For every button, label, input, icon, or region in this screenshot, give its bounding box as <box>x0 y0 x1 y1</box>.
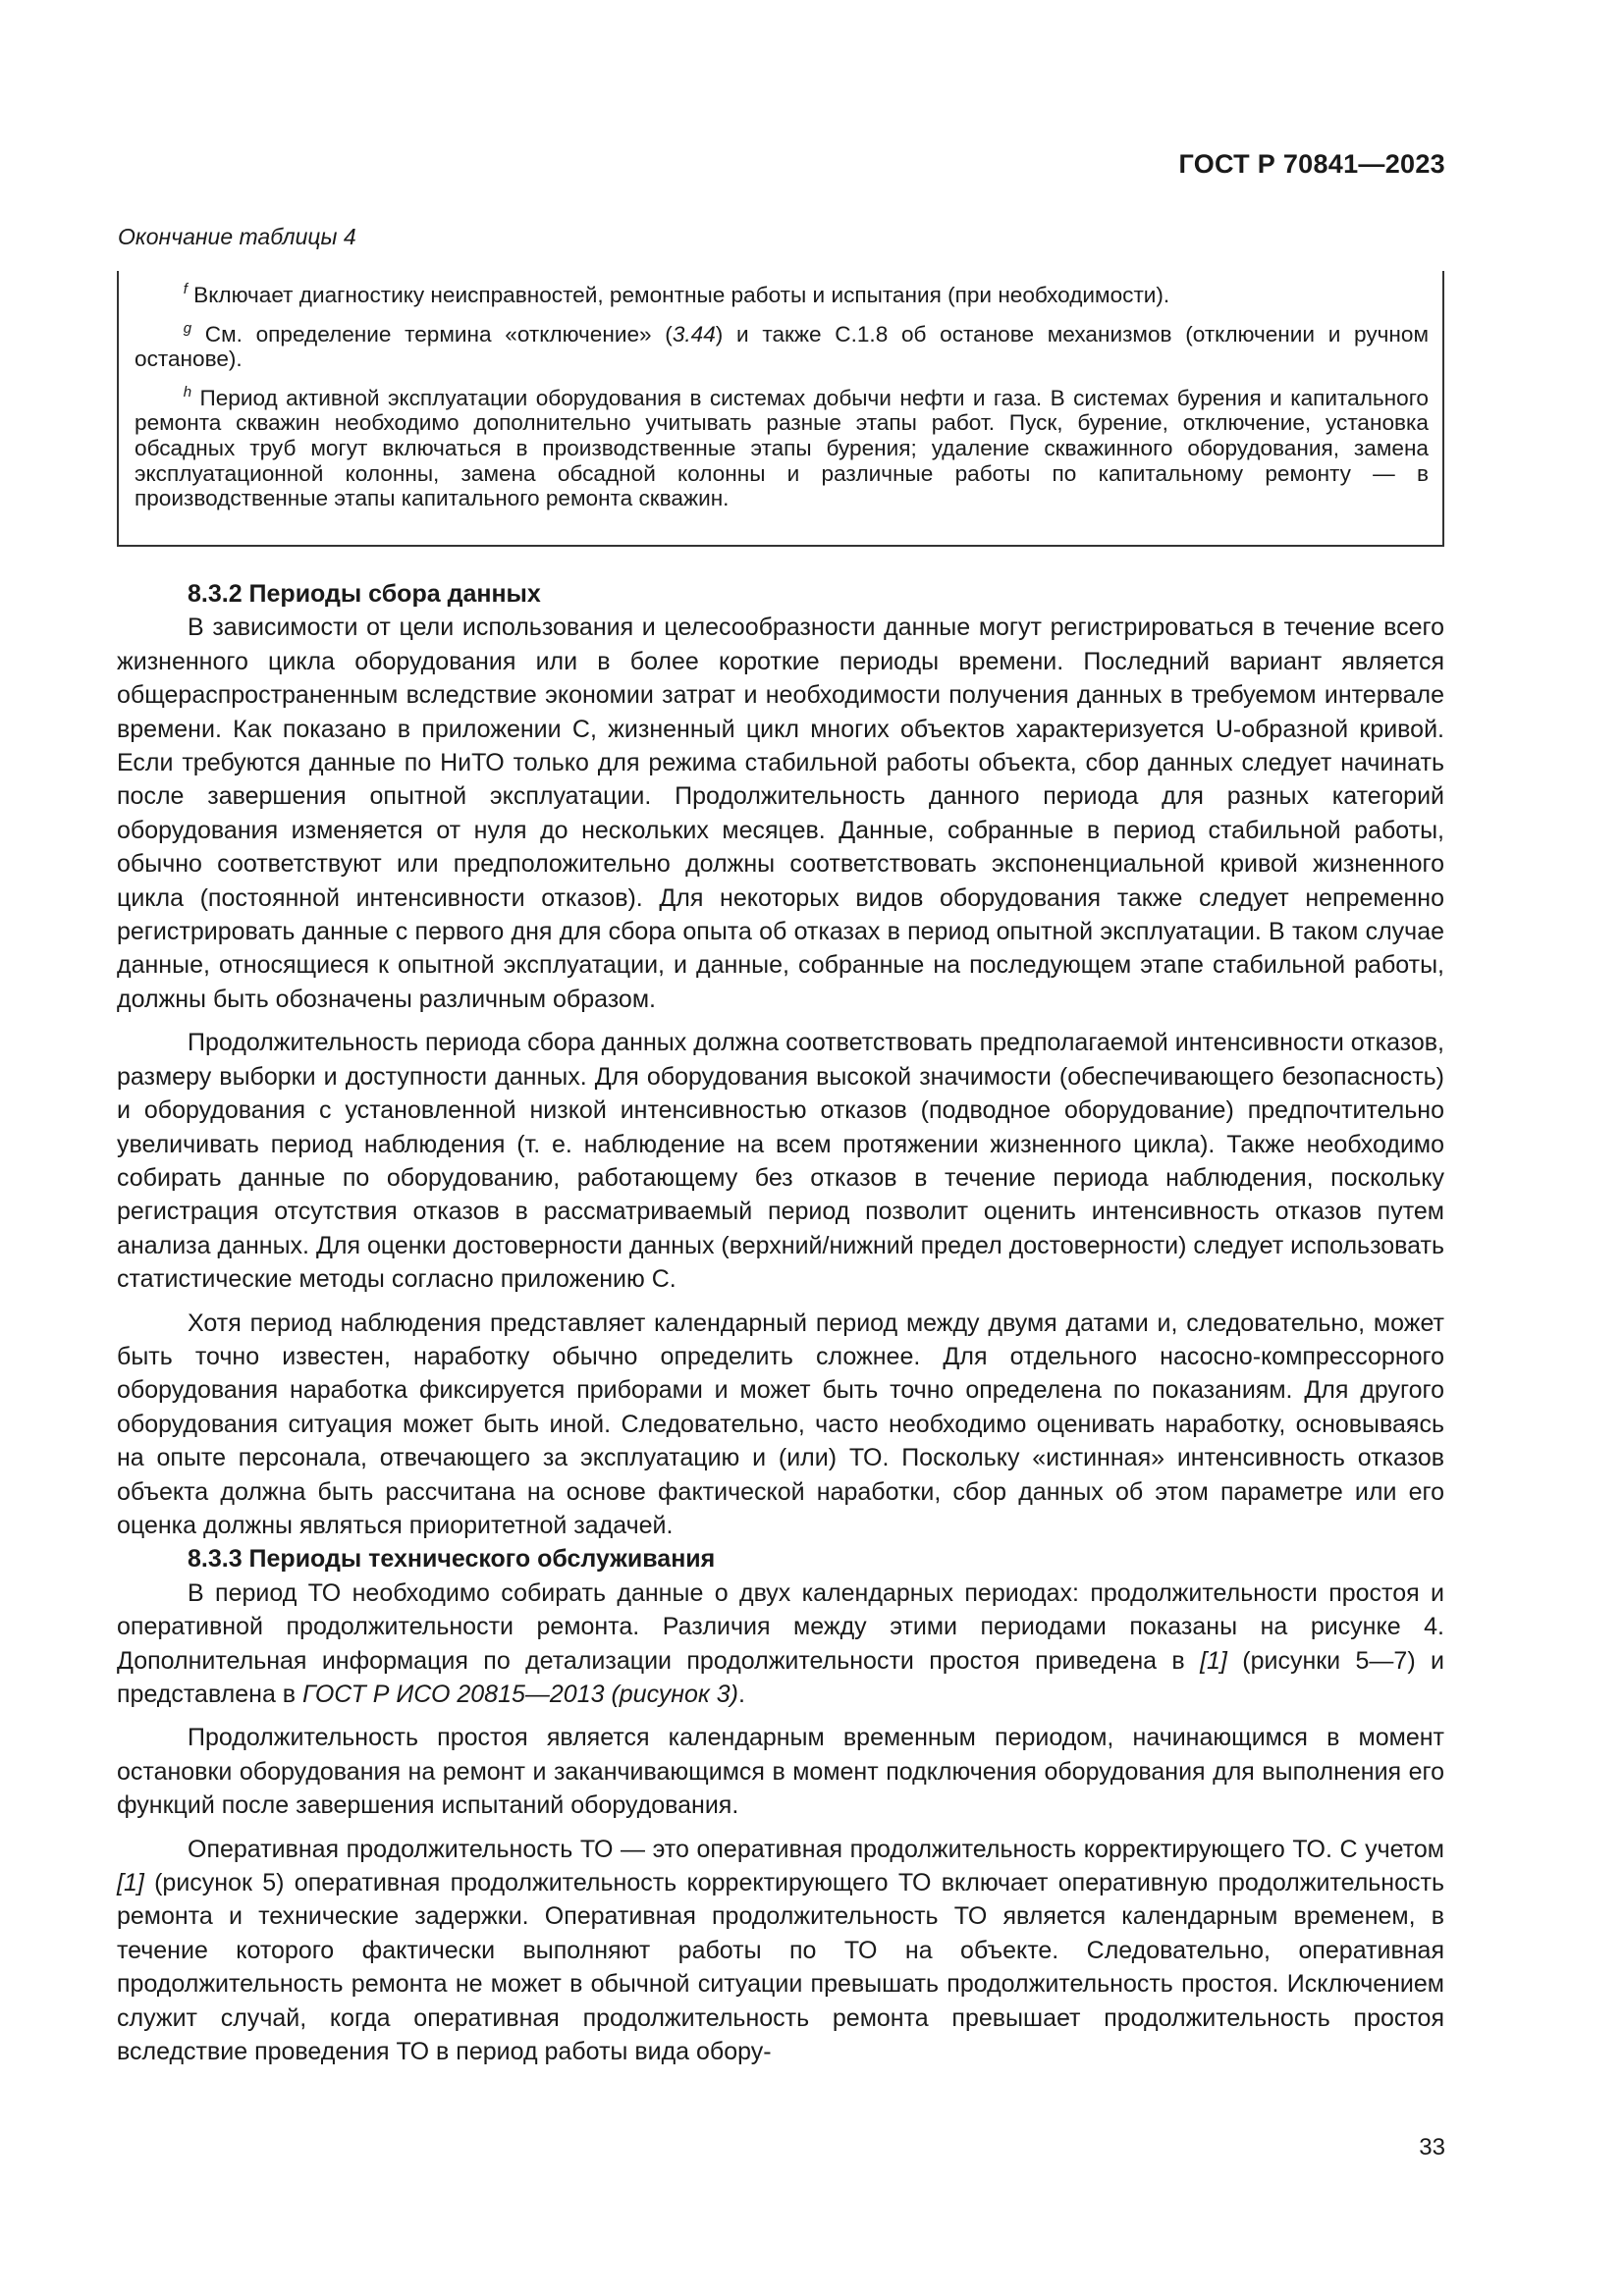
footnote-g <box>135 316 1429 372</box>
paragraph-text: В период ТО необходимо собирать данные о двух календарных периодах: продолжительности простоя и оперативной продолжительности ремонта. Различия между этими периодами показаны на рисунке 4. Дополнительная информация по детализации продолжительности простоя приведена в <box>117 1578 1444 1675</box>
paragraph <box>117 1576 1444 1712</box>
term-reference: 3.44 <box>672 321 716 347</box>
footnote-mark: g <box>183 319 192 337</box>
section-heading-8-3-3: 8.3.3 Периоды технического обслуживания <box>188 1545 716 1574</box>
main-content <box>117 577 1444 2068</box>
paragraph-text: Оперативная продолжительность ТО — это оперативная продолжительность корректирующего ТО. С учетом <box>188 1835 1444 1863</box>
footnote-text: См. определение термина «отключение» ( <box>204 321 673 347</box>
footnote-text: Включает диагностику неисправностей, ремонтные работы и испытания (при необходимости). <box>193 283 1170 307</box>
paragraph-text: (рисунки 5—7) и представлена в <box>117 1646 1444 1708</box>
footnote-h <box>135 380 1429 511</box>
paragraph: Продолжительность периода сбора данных должна соответствовать предполагаемой интенсивности отказов, размеру выборки и доступности данных. Для оборудования высокой значимости (обеспечивающего безопасность) и оборудования с установленной низкой интенсивностью отказов (подводное оборудование) предпочтительно увеличивать период наблюдения (т. е. наблюдение на всем протяжении жизненного цикла). Также необходимо собирать данные по оборудованию, работающему без отказов в течение периода наблюдения, поскольку регистрация отсутствия отказов в рассматриваемый период позволит оценить интенсивность отказов путем анализа данных. Для оценки достоверности данных (верхний/нижний предел достоверности) следует использовать статистические методы согласно приложению С. <box>117 1029 1444 1294</box>
footnote-f <box>135 277 1429 308</box>
standard-reference: ГОСТ Р ИСО 20815—2013 (рисунок 3) <box>302 1681 738 1708</box>
document-header: ГОСТ Р 70841—2023 <box>1178 149 1445 179</box>
footnote-text: Период активной эксплуатации оборудования в системах добычи нефти и газа. В системах бурения и капитального ремонта скважин необходимо дополнительно учитывать разные этапы работ. Пуск, бурение, отключение, установка обсадных труб могут включаться в производственные этапы бурения; удаление скважинного оборудования, замена эксплуатационной колонны, замена обсадной колонны и различные работы по капитальному ремонту — в производственные этапы капитального ремонта скважин. <box>135 385 1429 511</box>
paragraph-text: (рисунок 5) оперативная продолжительность корректирующего ТО включает оперативную продолжительность ремонта и технические задержки. Оперативная продолжительность ТО является календарным временем, в течение которого фактически выполняют работы по ТО на объекте. Следовательно, оперативная продолжительность ремонта не может в обычной ситуации превышать продолжительность простоя. Исключением служит случай, когда оперативная продолжительность ремонта превышает продолжительность простоя вследствие проведения ТО в период работы вида обору- <box>117 1869 1444 2066</box>
paragraph: В зависимости от цели использования и целесообразности данные могут регистрироваться в течение всего жизненного цикла оборудования или в более короткие периоды времени. Последний вариант является общераспространенным вследствие экономии затрат и необходимости получения данных в требуемом интервале времени. Как показано в приложении С, жизненный цикл многих объектов характеризуется U-образной кривой. Если требуются данные по НиТО только для режима стабильной работы объекта, сбор данных следует начинать после завершения опытной эксплуатации. Продолжительность данного периода для разных категорий оборудования изменяется от нуля до нескольких месяцев. Данные, собранные в период стабильной работы, обычно соответствуют или предположительно должны соответствовать экспоненциальной кривой жизненного цикла (постоянной интенсивности отказов). Для некоторых видов оборудования также следует непременно регистрировать данные с первого дня для сбора опыта об отказах в период опытной эксплуатации. В таком случае данные, относящиеся к опытной эксплуатации, и данные, собранные на последующем этапе стабильной работы, должны быть обозначены различным образом. <box>117 614 1444 1013</box>
paragraph-text: . <box>737 1681 745 1708</box>
paragraph: Продолжительность простоя является календарным временным периодом, начинающимся в момент остановки оборудования на ремонт и заканчивающимся в момент подключения оборудования для выполнения его функций после завершения испытаний оборудования. <box>117 1724 1444 1820</box>
page-number: 33 <box>1419 2134 1445 2161</box>
table-caption: Окончание таблицы 4 <box>118 224 356 249</box>
footnote-text: ) и также С.1.8 об останове механизмов (отключении и ручном останове). <box>135 321 1429 372</box>
footnote-mark: f <box>183 281 188 297</box>
table-footnotes <box>117 271 1444 547</box>
section-heading-8-3-2: 8.3.2 Периоды сбора данных <box>188 580 541 608</box>
footnote-mark: h <box>183 383 192 400</box>
bibliography-reference: [1] <box>117 1869 144 1897</box>
paragraph: Хотя период наблюдения представляет календарный период между двумя датами и, следовательно, может быть точно известен, наработку обычно определить сложнее. Для отдельного насосно-компрессорного оборудования наработка фиксируется приборами и может быть точно определена по показаниям. Для другого оборудования ситуация может быть иной. Следовательно, часто необходимо оценивать наработку, основываясь на опыте персонала, отвечающего за эксплуатацию и (или) ТО. Поскольку «истинная» интенсивность отказов объекта должна быть рассчитана на основе фактической наработки, сбор данных об этом параметре или его оценка должны являться приоритетной задачей. <box>117 1308 1444 1539</box>
paragraph <box>117 1833 1444 2069</box>
bibliography-reference: [1] <box>1200 1646 1227 1675</box>
